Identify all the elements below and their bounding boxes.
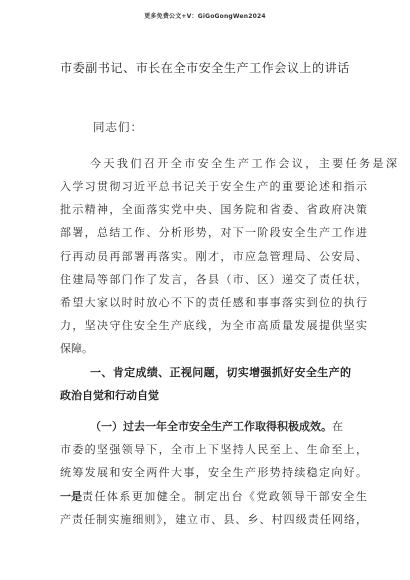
paragraph-line: 希望大家以时时放心不下的责任感和事事落实到位的执行 [60,296,367,309]
section-heading: 政治自觉和行动自觉 [60,389,159,402]
paragraph-line: 市委的坚强领导下，全市上下坚持人民至上、生命至上， [60,443,367,456]
salutation: 同志们： [93,120,143,134]
subsection-heading-tail: 在 [332,420,343,433]
paragraph-line: 保障。 [60,342,93,355]
paragraph-line: 部署，总结工作、分析形势，对下一阶段安全生产工作进 [60,226,367,239]
paragraph-line: 产责任制实施细则》，建立市、县、乡、村四级责任网络， [60,513,367,526]
subsection-heading-line [90,418,343,434]
paragraph-line: 批示精神，全面落实党中央、国务院和省委、省政府决策 [60,203,367,216]
paragraph-line: 住建局等部门作了发言，各县（市、区）递交了责任状， [60,273,367,286]
paragraph-line: 今天我们召开全市安全生产工作会议，主要任务是深 [90,157,397,170]
paragraph-line: 统筹发展和安全两件大事，安全生产形势持续稳定向好。 [60,466,367,479]
paragraph-line: 力，坚决守住安全生产底线，为全市高质量发展提供坚实 [60,319,367,332]
document-title: 市委副书记、市长在全市安全生产工作会议上的讲话 [60,61,350,75]
section-heading: 一、肯定成绩、正视问题，切实增强抓好安全生产的 [90,366,351,379]
paragraph-line: 行再动员再部署再落实。刚才，市应急管理局、公安局、 [60,250,367,263]
list-lead-text: 责任体系更加健全。制定出台《党政领导干部安全生 [82,490,367,503]
page-header: 更多免费公文+V：GiGoGongWen2024 [144,13,266,20]
paragraph-line-with-lead [60,488,367,504]
paragraph-line: 入学习贯彻习近平总书记关于安全生产的重要论述和指示 [60,180,367,193]
list-lead: 一是 [60,490,82,503]
subsection-heading: （一）过去一年全市安全生产工作取得积极成效。 [90,420,332,433]
